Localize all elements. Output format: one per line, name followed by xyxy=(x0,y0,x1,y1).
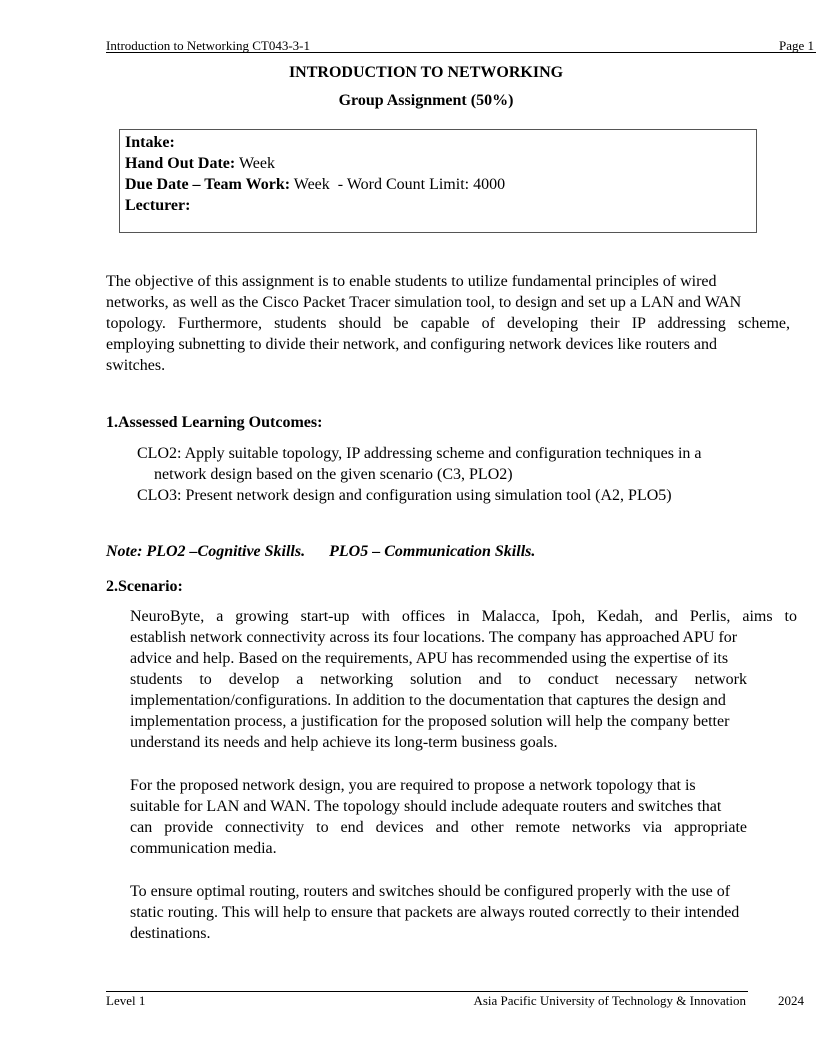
scenario-line: implementation/configurations. In addition to the documentation that captures the design and xyxy=(130,692,726,709)
scenario-line: For the proposed network design, you are required to propose a network topology that is xyxy=(130,777,696,794)
objective-line: employing subnetting to divide their network, and configuring network devices like routers and xyxy=(106,336,717,353)
handout-row xyxy=(125,153,751,174)
plo-note: Note: PLO2 –Cognitive Skills. PLO5 – Communication Skills. xyxy=(106,543,536,560)
scenario-line: establish network connectivity across its four locations. The company has approached APU for xyxy=(130,629,738,646)
scenario-line: suitable for LAN and WAN. The topology should include adequate routers and switches that xyxy=(130,798,722,815)
footer-year: 2024 xyxy=(778,993,804,1008)
document-title: INTRODUCTION TO NETWORKING xyxy=(288,64,564,81)
scenario-line: communication media. xyxy=(130,840,277,857)
header-page-number: Page 1 xyxy=(778,38,814,53)
footer-divider xyxy=(106,991,748,992)
handout-label: Hand Out Date: xyxy=(125,155,236,172)
objective-line: topology. Furthermore, students should be capable of developing their IP addressing scheme, xyxy=(106,315,790,332)
clo2-item xyxy=(130,443,730,464)
objective-line: switches. xyxy=(106,357,166,374)
section-heading-learning-outcomes: 1.Assessed Learning Outcomes: xyxy=(106,414,323,431)
clo2-continuation: network design based on the given scenario (C3, PLO2) xyxy=(154,466,513,483)
scenario-line: implementation process, a justification for the proposed solution will help the company better xyxy=(130,713,730,730)
scenario-paragraph-1 xyxy=(130,606,797,753)
clo3-item xyxy=(130,485,750,506)
scenario-line: understand its needs and help achieve its long-term business goals. xyxy=(130,734,558,751)
document-subtitle: Group Assignment (50%) xyxy=(338,92,514,109)
due-date-row xyxy=(125,174,751,195)
scenario-line: students to develop a networking solution and to conduct necessary network xyxy=(130,671,747,688)
header-course: Introduction to Networking CT043-3-1 xyxy=(106,38,310,53)
objective-line: The objective of this assignment is to enable students to utilize fundamental principles of wired xyxy=(106,273,717,290)
scenario-line: NeuroByte, a growing start-up with offices in Malacca, Ipoh, Kedah, and Perlis, aims to xyxy=(130,608,797,625)
scenario-line: static routing. This will help to ensure that packets are always routed correctly to their intended xyxy=(130,904,740,921)
scenario-paragraph-2 xyxy=(130,775,747,859)
due-date-value: Week - Word Count Limit: 4000 xyxy=(290,176,506,193)
lecturer-row xyxy=(125,195,751,216)
intake-row xyxy=(125,132,751,153)
scenario-line: destinations. xyxy=(130,925,211,942)
objective-paragraph xyxy=(106,271,790,376)
due-date-label: Due Date – Team Work: xyxy=(125,176,291,193)
section-heading-scenario: 2.Scenario: xyxy=(106,578,183,595)
objective-line: networks, as well as the Cisco Packet Tracer simulation tool, to design and set up a LAN and WAN xyxy=(106,294,742,311)
footer-level: Level 1 xyxy=(106,993,146,1008)
scenario-line: can provide connectivity to end devices and other remote networks via appropriate xyxy=(130,819,747,836)
scenario-paragraph-3 xyxy=(130,881,747,944)
scenario-line: advice and help. Based on the requirements, APU has recommended using the expertise of its xyxy=(130,650,729,667)
assignment-info-box xyxy=(119,129,757,233)
lecturer-label: Lecturer: xyxy=(125,197,191,214)
handout-value: Week xyxy=(235,155,275,172)
footer-university: Asia Pacific University of Technology & Innovation xyxy=(473,993,746,1008)
clo2-text: CLO2: Apply suitable topology, IP addressing scheme and configuration techniques in a xyxy=(137,445,702,462)
intake-label: Intake: xyxy=(125,134,175,151)
scenario-line: To ensure optimal routing, routers and switches should be configured properly with the use of xyxy=(130,883,731,900)
header-divider xyxy=(106,52,816,53)
clo3-text: CLO3: Present network design and configuration using simulation tool (A2, PLO5) xyxy=(137,487,672,504)
